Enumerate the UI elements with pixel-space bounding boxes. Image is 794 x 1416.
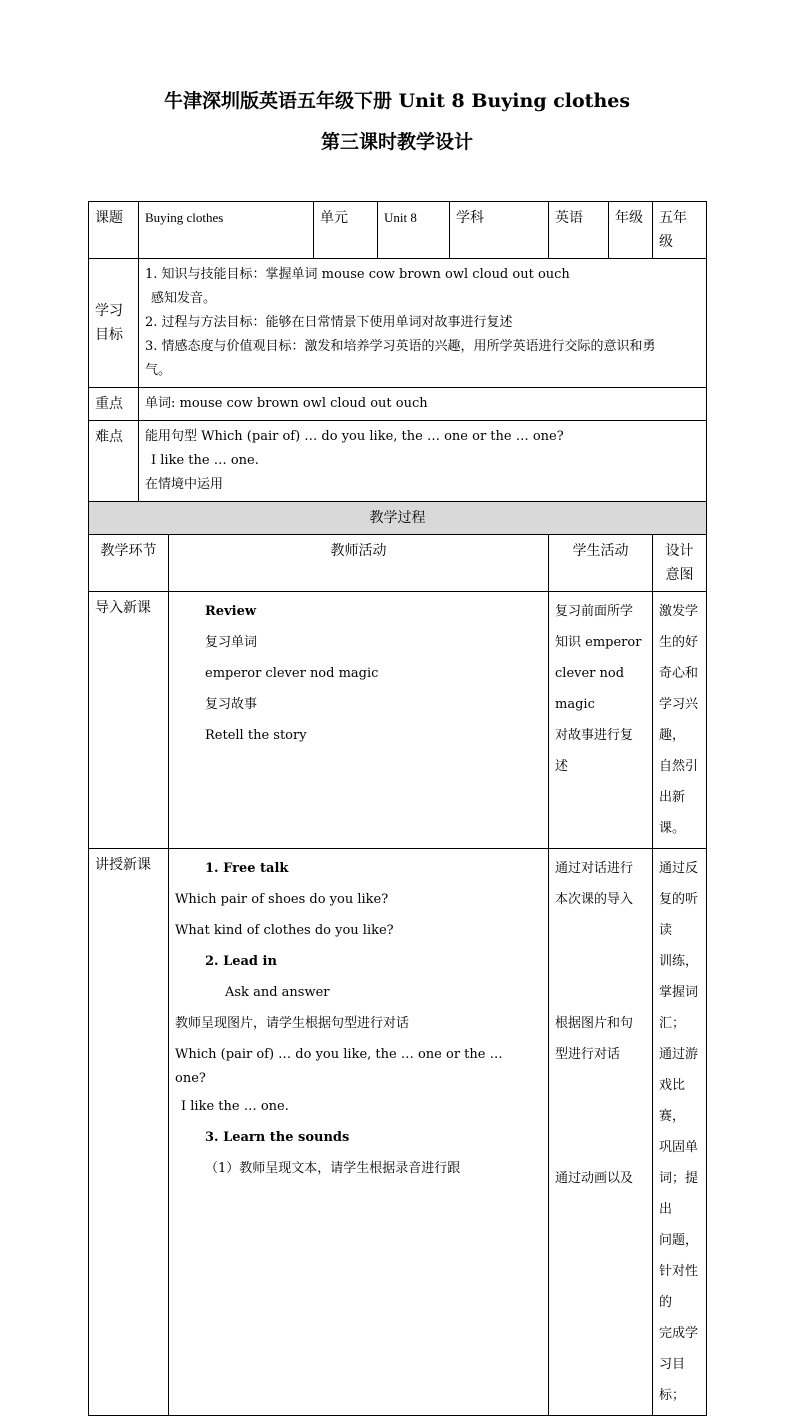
difficulty-line-2: I like the … one. [151,453,259,468]
keypoints-text: 单词: mouse cow brown owl cloud out ouch [139,388,707,421]
objective-1: 1. 知识与技能目标：掌握单词 mouse cow brown owl cloud out ouch [145,267,570,282]
intro-stage: 导入新课 [89,592,169,849]
unit-label: 单元 [314,202,378,259]
unit-value: Unit 8 [378,202,450,259]
difficulty-label: 难点 [89,421,139,502]
teach-student-2 [555,915,646,946]
teach-heading-1: 1. Free talk [205,861,289,876]
teach-student-5: 根据图片和句 [555,1016,634,1031]
col-intent-header: 设计意图 [653,535,707,592]
intro-student-0: 复习前面所学 [555,604,634,619]
difficulty-content [139,421,707,502]
page-title: 牛津深圳版英语五年级下册 Unit 8 Buying clothes [163,90,631,112]
teach-student-4 [555,977,646,1008]
intro-student-5: 述 [555,759,569,774]
subject-label: 学科 [450,202,549,259]
objectives-content [139,259,707,388]
teach-t2: Which (pair of) … do you like, the … one or the … [175,1047,503,1062]
keypoints-label: 重点 [89,388,139,421]
lesson-plan-table [88,201,707,1416]
teach-intent [653,849,707,1416]
topic-label: 课题 [89,202,139,259]
grade-value: 五年级 [653,202,707,259]
teach-q2: What kind of clothes do you like? [175,923,394,938]
intro-intent [653,592,707,849]
difficulty-row [89,421,707,502]
teach-intent-4: 问题，针对性的 [659,1233,699,1310]
topic-value: Buying clothes [139,202,314,259]
objective-3: 3. 情感态度与价值观目标：激发和培养学习英语的兴趣，用所学英语进行交际的意识和勇 [145,339,656,354]
teach-student-7 [555,1070,646,1101]
objective-3-cont: 气。 [145,363,172,378]
teach-t4: （1）教师呈现文本，请学生根据录音进行跟 [205,1161,461,1176]
keypoints-row [89,388,707,421]
info-row [89,202,707,259]
intro-teacher-1: 复习单词 [205,635,258,650]
intro-teacher [169,592,549,849]
column-header-row [89,535,707,592]
col-stage-header: 教学环节 [89,535,169,592]
intro-student-4: 对故事进行复 [555,728,634,743]
objective-1-cont: 感知发音。 [151,291,217,306]
teach-student [549,849,653,1416]
teach-sub-2: Ask and answer [225,985,330,1000]
difficulty-line-1: 能用句型 Which (pair of) … do you like, the … one or the … one? [145,429,564,444]
process-header-row [89,502,707,535]
objectives-label: 学习目标 [89,259,139,388]
teach-intent-1: 训练，掌握词汇； [659,954,699,1031]
intro-intent-1: 奇心和学习兴趣， [659,666,699,743]
teach-heading-3: 3. Learn the sounds [205,1130,350,1145]
teach-t2b: one? [175,1071,206,1086]
objective-2: 2. 过程与方法目标：能够在日常情景下使用单词对故事进行复述 [145,315,513,330]
intro-teacher-4: Retell the story [205,728,307,743]
objectives-row [89,259,707,388]
teach-intent-3: 巩固单词；提出 [659,1140,699,1217]
intro-student-3: magic [555,697,595,712]
intro-student-1: 知识 emperor [555,635,642,650]
page-subtitle: 第三课时教学设计 [320,131,473,153]
teach-student-1: 本次课的导入 [555,892,634,907]
teach-intent-2: 通过游戏比赛， [659,1047,699,1124]
col-student-header: 学生活动 [549,535,653,592]
teach-stage: 讲授新课 [89,849,169,1416]
difficulty-line-3: 在情境中运用 [145,477,224,492]
grade-label: 年级 [609,202,653,259]
teach-student-9 [555,1132,646,1163]
teach-intent-0: 通过反复的听读 [659,861,699,938]
intro-row [89,592,707,849]
teach-student-6: 型进行对话 [555,1047,621,1062]
subject-value: 英语 [549,202,609,259]
teach-student-10: 通过动画以及 [555,1171,634,1186]
teach-heading-2: 2. Lead in [205,954,277,969]
teach-q1: Which pair of shoes do you like? [175,892,389,907]
process-header: 教学过程 [89,502,707,535]
intro-intent-0: 激发学生的好 [659,604,699,650]
intro-student [549,592,653,849]
teach-row [89,849,707,1416]
intro-teacher-0: Review [205,604,257,619]
intro-student-2: clever nod [555,666,625,681]
teach-intent-5: 完成学习目标； [659,1326,699,1403]
teach-t1: 教师呈现图片，请学生根据句型进行对话 [175,1016,410,1031]
intro-teacher-2: emperor clever nod magic [205,666,379,681]
teach-teacher [169,849,549,1416]
intro-teacher-3: 复习故事 [205,697,258,712]
teach-student-8 [555,1101,646,1132]
teach-student-0: 通过对话进行 [555,861,634,876]
intro-intent-2: 自然引出新课。 [659,759,699,836]
teach-t3: I like the … one. [181,1099,289,1114]
col-teacher-header: 教师活动 [169,535,549,592]
teach-student-3 [555,946,646,977]
